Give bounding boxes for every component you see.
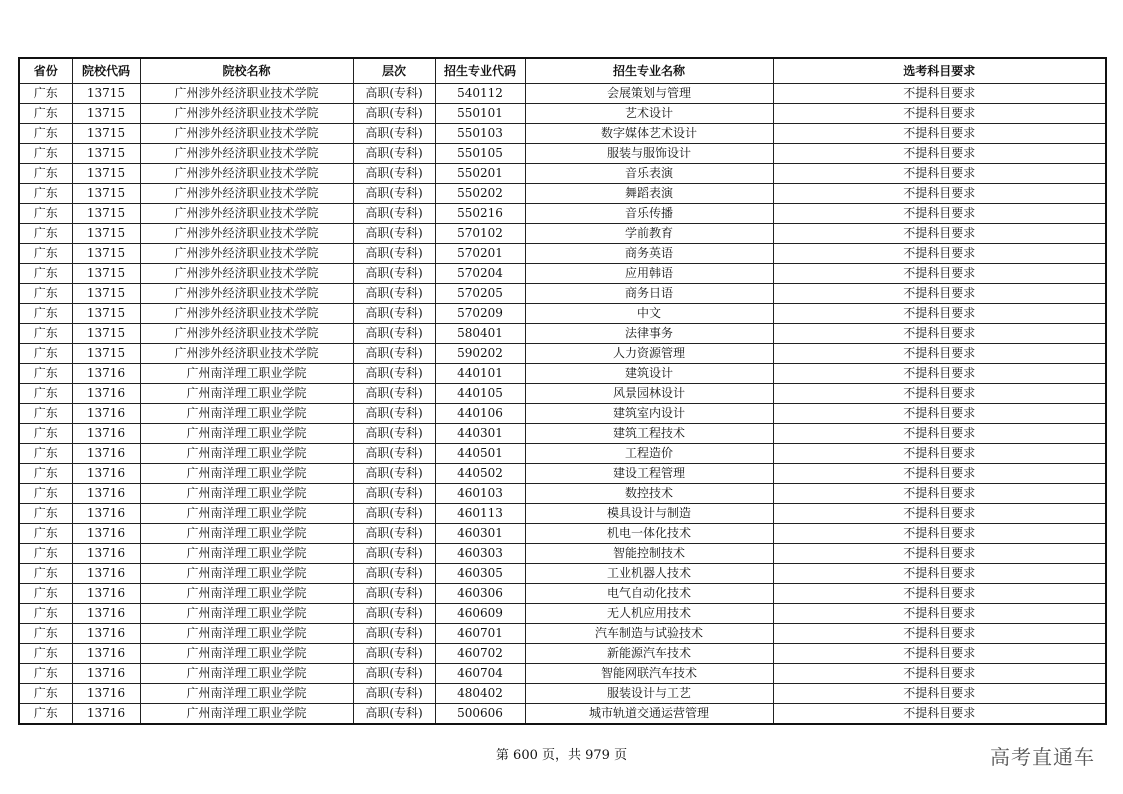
cell-level: 高职(专科): [353, 444, 435, 464]
cell-province: 广东: [19, 264, 72, 284]
cell-major-code: 550103: [435, 124, 525, 144]
cell-province: 广东: [19, 444, 72, 464]
cell-province: 广东: [19, 84, 72, 104]
table-row: [19, 284, 1106, 304]
cell-subject-requirement: 不提科目要求: [773, 544, 1106, 564]
cell-major-code: 580401: [435, 324, 525, 344]
table-row: [19, 104, 1106, 124]
cell-province: 广东: [19, 224, 72, 244]
cell-level: 高职(专科): [353, 524, 435, 544]
cell-school-name: 广州南洋理工职业学院: [140, 524, 353, 544]
cell-level: 高职(专科): [353, 224, 435, 244]
cell-major-code: 570102: [435, 224, 525, 244]
cell-major-code: 440301: [435, 424, 525, 444]
cell-province: 广东: [19, 404, 72, 424]
cell-school-name: 广州南洋理工职业学院: [140, 504, 353, 524]
cell-school-name: 广州涉外经济职业技术学院: [140, 224, 353, 244]
cell-major-name: 服装与服饰设计: [525, 144, 773, 164]
cell-school-code: 13716: [72, 624, 140, 644]
cell-province: 广东: [19, 164, 72, 184]
table-row: [19, 704, 1106, 725]
cell-school-name: 广州涉外经济职业技术学院: [140, 204, 353, 224]
cell-major-code: 460303: [435, 544, 525, 564]
cell-school-code: 13715: [72, 124, 140, 144]
cell-subject-requirement: 不提科目要求: [773, 644, 1106, 664]
cell-level: 高职(专科): [353, 504, 435, 524]
cell-subject-requirement: 不提科目要求: [773, 144, 1106, 164]
cell-school-name: 广州南洋理工职业学院: [140, 384, 353, 404]
cell-major-name: 无人机应用技术: [525, 604, 773, 624]
cell-major-name: 工业机器人技术: [525, 564, 773, 584]
cell-major-code: 570204: [435, 264, 525, 284]
cell-school-name: 广州涉外经济职业技术学院: [140, 284, 353, 304]
table-row: [19, 624, 1106, 644]
table-row: [19, 524, 1106, 544]
cell-level: 高职(专科): [353, 184, 435, 204]
cell-province: 广东: [19, 504, 72, 524]
cell-school-name: 广州南洋理工职业学院: [140, 664, 353, 684]
table-row: [19, 244, 1106, 264]
cell-school-code: 13716: [72, 704, 140, 725]
cell-subject-requirement: 不提科目要求: [773, 124, 1106, 144]
cell-school-code: 13715: [72, 84, 140, 104]
cell-level: 高职(专科): [353, 704, 435, 725]
cell-school-code: 13715: [72, 144, 140, 164]
cell-school-code: 13715: [72, 164, 140, 184]
cell-major-name: 机电一体化技术: [525, 524, 773, 544]
cell-province: 广东: [19, 124, 72, 144]
cell-province: 广东: [19, 684, 72, 704]
cell-province: 广东: [19, 664, 72, 684]
cell-school-code: 13715: [72, 344, 140, 364]
cell-level: 高职(专科): [353, 644, 435, 664]
cell-subject-requirement: 不提科目要求: [773, 304, 1106, 324]
cell-subject-requirement: 不提科目要求: [773, 84, 1106, 104]
cell-school-code: 13715: [72, 304, 140, 324]
cell-level: 高职(专科): [353, 424, 435, 444]
cell-school-name: 广州涉外经济职业技术学院: [140, 124, 353, 144]
cell-level: 高职(专科): [353, 364, 435, 384]
header-major-name: 招生专业名称: [525, 58, 773, 84]
cell-subject-requirement: 不提科目要求: [773, 244, 1106, 264]
table-row: [19, 444, 1106, 464]
table-row: [19, 204, 1106, 224]
table-row: [19, 324, 1106, 344]
cell-school-code: 13715: [72, 184, 140, 204]
cell-school-name: 广州南洋理工职业学院: [140, 544, 353, 564]
cell-school-name: 广州涉外经济职业技术学院: [140, 164, 353, 184]
table-header-row: [19, 58, 1106, 84]
cell-level: 高职(专科): [353, 324, 435, 344]
cell-province: 广东: [19, 524, 72, 544]
cell-major-name: 风景园林设计: [525, 384, 773, 404]
cell-level: 高职(专科): [353, 144, 435, 164]
cell-province: 广东: [19, 364, 72, 384]
cell-level: 高职(专科): [353, 164, 435, 184]
table-row: [19, 464, 1106, 484]
cell-level: 高职(专科): [353, 304, 435, 324]
cell-subject-requirement: 不提科目要求: [773, 604, 1106, 624]
cell-school-name: 广州南洋理工职业学院: [140, 484, 353, 504]
cell-level: 高职(专科): [353, 464, 435, 484]
cell-school-code: 13716: [72, 604, 140, 624]
cell-major-name: 模具设计与制造: [525, 504, 773, 524]
cell-school-name: 广州涉外经济职业技术学院: [140, 304, 353, 324]
cell-province: 广东: [19, 284, 72, 304]
cell-subject-requirement: 不提科目要求: [773, 464, 1106, 484]
cell-subject-requirement: 不提科目要求: [773, 584, 1106, 604]
cell-major-name: 服装设计与工艺: [525, 684, 773, 704]
cell-province: 广东: [19, 584, 72, 604]
header-subject-requirement: 选考科目要求: [773, 58, 1106, 84]
table-row: [19, 84, 1106, 104]
cell-major-code: 440502: [435, 464, 525, 484]
cell-major-name: 应用韩语: [525, 264, 773, 284]
cell-province: 广东: [19, 244, 72, 264]
cell-province: 广东: [19, 464, 72, 484]
cell-province: 广东: [19, 424, 72, 444]
cell-major-code: 460701: [435, 624, 525, 644]
cell-subject-requirement: 不提科目要求: [773, 504, 1106, 524]
cell-subject-requirement: 不提科目要求: [773, 204, 1106, 224]
cell-province: 广东: [19, 384, 72, 404]
cell-level: 高职(专科): [353, 684, 435, 704]
table-row: [19, 264, 1106, 284]
cell-major-name: 人力资源管理: [525, 344, 773, 364]
cell-subject-requirement: 不提科目要求: [773, 444, 1106, 464]
table-row: [19, 484, 1106, 504]
cell-province: 广东: [19, 104, 72, 124]
cell-major-code: 500606: [435, 704, 525, 725]
cell-level: 高职(专科): [353, 604, 435, 624]
cell-level: 高职(专科): [353, 264, 435, 284]
cell-province: 广东: [19, 144, 72, 164]
cell-major-code: 540112: [435, 84, 525, 104]
cell-school-code: 13716: [72, 484, 140, 504]
cell-subject-requirement: 不提科目要求: [773, 324, 1106, 344]
cell-level: 高职(专科): [353, 84, 435, 104]
cell-subject-requirement: 不提科目要求: [773, 344, 1106, 364]
cell-school-name: 广州南洋理工职业学院: [140, 404, 353, 424]
header-level: 层次: [353, 58, 435, 84]
cell-major-code: 440105: [435, 384, 525, 404]
table-row: [19, 504, 1106, 524]
cell-major-code: 460301: [435, 524, 525, 544]
cell-major-name: 建筑工程技术: [525, 424, 773, 444]
cell-school-name: 广州南洋理工职业学院: [140, 424, 353, 444]
cell-level: 高职(专科): [353, 204, 435, 224]
table-row: [19, 404, 1106, 424]
cell-school-name: 广州南洋理工职业学院: [140, 624, 353, 644]
cell-subject-requirement: 不提科目要求: [773, 704, 1106, 725]
cell-province: 广东: [19, 344, 72, 364]
cell-major-name: 会展策划与管理: [525, 84, 773, 104]
cell-major-code: 570201: [435, 244, 525, 264]
page-number: 第 600 页，共 979 页: [495, 748, 628, 763]
cell-major-name: 学前教育: [525, 224, 773, 244]
table-row: [19, 384, 1106, 404]
cell-major-code: 440106: [435, 404, 525, 424]
cell-subject-requirement: 不提科目要求: [773, 264, 1106, 284]
table-row: [19, 604, 1106, 624]
cell-major-name: 城市轨道交通运营管理: [525, 704, 773, 725]
cell-level: 高职(专科): [353, 564, 435, 584]
header-school-name: 院校名称: [140, 58, 353, 84]
cell-province: 广东: [19, 304, 72, 324]
cell-level: 高职(专科): [353, 624, 435, 644]
table-row: [19, 224, 1106, 244]
cell-major-name: 数字媒体艺术设计: [525, 124, 773, 144]
cell-level: 高职(专科): [353, 664, 435, 684]
cell-province: 广东: [19, 544, 72, 564]
cell-province: 广东: [19, 624, 72, 644]
cell-school-code: 13716: [72, 424, 140, 444]
watermark-text: 高考直通车: [990, 745, 1095, 769]
cell-province: 广东: [19, 184, 72, 204]
cell-major-name: 中文: [525, 304, 773, 324]
admissions-table-container: [18, 57, 1105, 725]
cell-major-name: 商务英语: [525, 244, 773, 264]
cell-school-code: 13716: [72, 384, 140, 404]
cell-school-name: 广州涉外经济职业技术学院: [140, 344, 353, 364]
cell-school-name: 广州涉外经济职业技术学院: [140, 244, 353, 264]
cell-major-code: 550101: [435, 104, 525, 124]
cell-subject-requirement: 不提科目要求: [773, 424, 1106, 444]
table-body: [19, 84, 1106, 725]
cell-major-name: 建筑室内设计: [525, 404, 773, 424]
cell-school-code: 13716: [72, 364, 140, 384]
table-row: [19, 344, 1106, 364]
cell-province: 广东: [19, 604, 72, 624]
cell-school-code: 13716: [72, 584, 140, 604]
cell-major-code: 460702: [435, 644, 525, 664]
cell-subject-requirement: 不提科目要求: [773, 364, 1106, 384]
cell-subject-requirement: 不提科目要求: [773, 224, 1106, 244]
cell-school-name: 广州南洋理工职业学院: [140, 444, 353, 464]
cell-major-name: 电气自动化技术: [525, 584, 773, 604]
cell-province: 广东: [19, 484, 72, 504]
cell-major-name: 音乐表演: [525, 164, 773, 184]
cell-major-code: 460704: [435, 664, 525, 684]
header-major-code: 招生专业代码: [435, 58, 525, 84]
cell-school-name: 广州南洋理工职业学院: [140, 704, 353, 725]
cell-school-code: 13716: [72, 504, 140, 524]
cell-level: 高职(专科): [353, 344, 435, 364]
table-row: [19, 644, 1106, 664]
header-school-code: 院校代码: [72, 58, 140, 84]
cell-school-name: 广州南洋理工职业学院: [140, 464, 353, 484]
cell-subject-requirement: 不提科目要求: [773, 104, 1106, 124]
cell-school-code: 13716: [72, 404, 140, 424]
cell-major-name: 工程造价: [525, 444, 773, 464]
cell-school-code: 13716: [72, 444, 140, 464]
cell-major-name: 法律事务: [525, 324, 773, 344]
cell-province: 广东: [19, 324, 72, 344]
cell-school-name: 广州涉外经济职业技术学院: [140, 184, 353, 204]
cell-school-code: 13716: [72, 524, 140, 544]
cell-school-name: 广州涉外经济职业技术学院: [140, 144, 353, 164]
cell-level: 高职(专科): [353, 284, 435, 304]
table-row: [19, 364, 1106, 384]
cell-school-code: 13716: [72, 464, 140, 484]
table-row: [19, 144, 1106, 164]
cell-level: 高职(专科): [353, 544, 435, 564]
table-row: [19, 184, 1106, 204]
cell-major-name: 音乐传播: [525, 204, 773, 224]
cell-major-name: 智能网联汽车技术: [525, 664, 773, 684]
cell-major-name: 汽车制造与试验技术: [525, 624, 773, 644]
cell-major-code: 440101: [435, 364, 525, 384]
cell-province: 广东: [19, 564, 72, 584]
cell-school-name: 广州涉外经济职业技术学院: [140, 104, 353, 124]
admissions-table: [18, 57, 1107, 725]
cell-school-code: 13716: [72, 644, 140, 664]
header-province: 省份: [19, 58, 72, 84]
cell-major-name: 数控技术: [525, 484, 773, 504]
cell-major-code: 590202: [435, 344, 525, 364]
table-row: [19, 684, 1106, 704]
table-row: [19, 544, 1106, 564]
cell-subject-requirement: 不提科目要求: [773, 484, 1106, 504]
cell-level: 高职(专科): [353, 384, 435, 404]
cell-subject-requirement: 不提科目要求: [773, 564, 1106, 584]
cell-level: 高职(专科): [353, 244, 435, 264]
cell-major-code: 460113: [435, 504, 525, 524]
cell-major-name: 建设工程管理: [525, 464, 773, 484]
cell-school-code: 13716: [72, 544, 140, 564]
table-row: [19, 164, 1106, 184]
cell-major-code: 570205: [435, 284, 525, 304]
cell-subject-requirement: 不提科目要求: [773, 384, 1106, 404]
cell-school-code: 13715: [72, 284, 140, 304]
table-row: [19, 304, 1106, 324]
cell-school-code: 13715: [72, 264, 140, 284]
cell-school-code: 13715: [72, 224, 140, 244]
cell-school-code: 13715: [72, 244, 140, 264]
cell-major-code: 460609: [435, 604, 525, 624]
cell-major-code: 440501: [435, 444, 525, 464]
cell-school-code: 13716: [72, 564, 140, 584]
cell-province: 广东: [19, 204, 72, 224]
cell-major-code: 550105: [435, 144, 525, 164]
cell-province: 广东: [19, 644, 72, 664]
cell-level: 高职(专科): [353, 104, 435, 124]
cell-subject-requirement: 不提科目要求: [773, 624, 1106, 644]
cell-major-code: 570209: [435, 304, 525, 324]
cell-subject-requirement: 不提科目要求: [773, 664, 1106, 684]
cell-major-code: 480402: [435, 684, 525, 704]
cell-school-code: 13716: [72, 664, 140, 684]
cell-subject-requirement: 不提科目要求: [773, 184, 1106, 204]
cell-school-name: 广州南洋理工职业学院: [140, 564, 353, 584]
cell-subject-requirement: 不提科目要求: [773, 404, 1106, 424]
cell-major-code: 460305: [435, 564, 525, 584]
table-row: [19, 424, 1106, 444]
cell-school-code: 13716: [72, 684, 140, 704]
cell-major-name: 建筑设计: [525, 364, 773, 384]
cell-subject-requirement: 不提科目要求: [773, 164, 1106, 184]
cell-school-code: 13715: [72, 104, 140, 124]
cell-level: 高职(专科): [353, 484, 435, 504]
cell-school-code: 13715: [72, 204, 140, 224]
cell-subject-requirement: 不提科目要求: [773, 284, 1106, 304]
cell-school-name: 广州涉外经济职业技术学院: [140, 324, 353, 344]
cell-major-name: 智能控制技术: [525, 544, 773, 564]
table-row: [19, 124, 1106, 144]
cell-major-name: 艺术设计: [525, 104, 773, 124]
cell-school-name: 广州南洋理工职业学院: [140, 584, 353, 604]
cell-school-name: 广州南洋理工职业学院: [140, 684, 353, 704]
cell-major-name: 商务日语: [525, 284, 773, 304]
cell-level: 高职(专科): [353, 584, 435, 604]
cell-major-code: 550202: [435, 184, 525, 204]
cell-major-code: 550216: [435, 204, 525, 224]
cell-major-code: 460306: [435, 584, 525, 604]
cell-school-name: 广州涉外经济职业技术学院: [140, 264, 353, 284]
cell-subject-requirement: 不提科目要求: [773, 684, 1106, 704]
cell-major-name: 新能源汽车技术: [525, 644, 773, 664]
cell-major-name: 舞蹈表演: [525, 184, 773, 204]
cell-level: 高职(专科): [353, 404, 435, 424]
cell-subject-requirement: 不提科目要求: [773, 524, 1106, 544]
cell-province: 广东: [19, 704, 72, 725]
cell-major-code: 550201: [435, 164, 525, 184]
cell-level: 高职(专科): [353, 124, 435, 144]
cell-school-name: 广州南洋理工职业学院: [140, 604, 353, 624]
cell-school-name: 广州涉外经济职业技术学院: [140, 84, 353, 104]
table-row: [19, 584, 1106, 604]
cell-school-code: 13715: [72, 324, 140, 344]
table-row: [19, 664, 1106, 684]
table-row: [19, 564, 1106, 584]
cell-school-name: 广州南洋理工职业学院: [140, 644, 353, 664]
cell-major-code: 460103: [435, 484, 525, 504]
cell-school-name: 广州南洋理工职业学院: [140, 364, 353, 384]
